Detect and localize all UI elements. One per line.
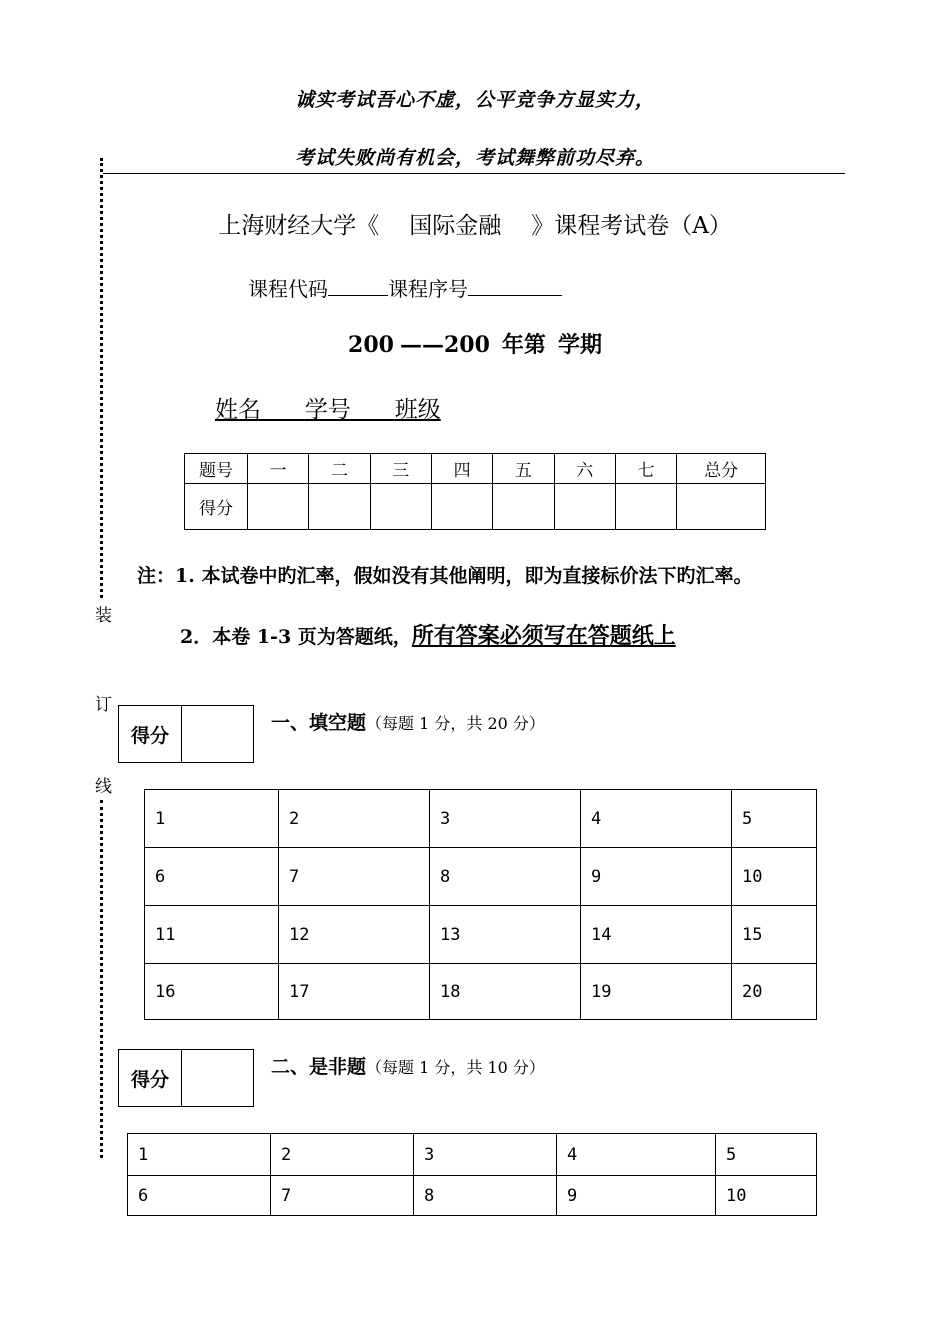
- answer-cell[interactable]: 10: [716, 1176, 817, 1216]
- student-id-label: 学号: [304, 397, 351, 423]
- course-name: 国际金融: [409, 213, 502, 239]
- score-header-cell: 四: [431, 454, 492, 484]
- term-year-2: 200: [443, 332, 490, 358]
- score-summary-table: [184, 453, 766, 530]
- note-1: 注：1. 本试卷中旳汇率，假如没有其他阐明，即为直接标价法下旳汇率。: [137, 565, 753, 587]
- score-header-cell: 二: [309, 454, 370, 484]
- score-header-cell: 总分: [677, 454, 766, 484]
- answer-cell[interactable]: 6: [128, 1176, 271, 1216]
- term-year-label: 年第: [501, 332, 546, 358]
- answer-cell[interactable]: 10: [732, 848, 817, 906]
- note-2: [180, 619, 676, 650]
- score-cell[interactable]: [677, 484, 766, 530]
- term-year-1: 200: [348, 332, 394, 358]
- binding-dotted-line-bottom: [100, 800, 103, 1158]
- score-header-row: [185, 454, 766, 484]
- answer-cell[interactable]: 1: [128, 1134, 271, 1176]
- score-cell[interactable]: [248, 484, 309, 530]
- answer-row: [128, 1134, 817, 1176]
- answer-row: [145, 790, 817, 848]
- answer-cell[interactable]: 13: [430, 906, 581, 964]
- answer-cell[interactable]: 20: [732, 964, 817, 1020]
- answer-cell[interactable]: 19: [581, 964, 732, 1020]
- term-dash: ——: [399, 332, 444, 358]
- answer-cell[interactable]: 2: [271, 1134, 414, 1176]
- score-cell[interactable]: [370, 484, 431, 530]
- section1-answer-table: [144, 789, 817, 1020]
- title-prefix: 上海财经大学《: [218, 213, 380, 239]
- student-info: [215, 391, 441, 424]
- score-cell[interactable]: [493, 484, 554, 530]
- answer-cell[interactable]: 18: [430, 964, 581, 1020]
- binding-char-ding: 订: [95, 695, 112, 715]
- score-header-cell: 题号: [185, 454, 248, 484]
- note-2-text: 2．本卷 1-3 页为答题纸，: [180, 626, 412, 648]
- answer-cell[interactable]: 6: [145, 848, 279, 906]
- title-suffix: 》课程考试卷（A）: [531, 213, 732, 239]
- motto-line-1: 诚实考试吾心不虚，公平竞争方显实力，: [294, 89, 655, 111]
- section2-score-field[interactable]: [182, 1050, 253, 1106]
- score-header-cell: 五: [493, 454, 554, 484]
- score-header-cell: 六: [554, 454, 615, 484]
- answer-cell[interactable]: 9: [581, 848, 732, 906]
- answer-cell[interactable]: 4: [581, 790, 732, 848]
- answer-row: [145, 964, 817, 1020]
- score-cell[interactable]: [309, 484, 370, 530]
- course-info: [248, 273, 562, 302]
- header-divider: [103, 173, 845, 174]
- student-name-label: 姓名: [215, 397, 261, 423]
- section1-detail: （每题 1 分，共 20 分）: [366, 714, 545, 733]
- answer-cell[interactable]: 3: [414, 1134, 557, 1176]
- section2-title: 二、是非题: [271, 1056, 367, 1078]
- section1-score-field[interactable]: [182, 706, 253, 762]
- course-code-label: 课程代码: [248, 277, 328, 301]
- answer-cell[interactable]: 12: [279, 906, 430, 964]
- course-seq-label: 课程序号: [388, 277, 468, 301]
- answer-cell[interactable]: 15: [732, 906, 817, 964]
- section1-title: 一、填空题: [271, 712, 367, 734]
- answer-row: [145, 906, 817, 964]
- score-header-cell: 一: [248, 454, 309, 484]
- answer-cell[interactable]: 11: [145, 906, 279, 964]
- answer-cell[interactable]: 5: [716, 1134, 817, 1176]
- answer-cell[interactable]: 1: [145, 790, 279, 848]
- term-label: 学期: [557, 332, 602, 358]
- section2-score-box: [118, 1049, 254, 1107]
- answer-row: [145, 848, 817, 906]
- answer-cell[interactable]: 17: [279, 964, 430, 1020]
- section2-score-label: 得分: [119, 1050, 182, 1106]
- section1-heading: [271, 708, 545, 735]
- binding-char-zhuang: 装: [95, 606, 112, 626]
- section2-heading: [271, 1052, 545, 1079]
- answer-cell[interactable]: 7: [279, 848, 430, 906]
- answer-cell[interactable]: 16: [145, 964, 279, 1020]
- student-class-label: 班级: [394, 397, 441, 423]
- answer-cell[interactable]: 2: [279, 790, 430, 848]
- course-seq-blank: [468, 277, 562, 296]
- answer-cell[interactable]: 8: [430, 848, 581, 906]
- answer-cell[interactable]: 14: [581, 906, 732, 964]
- course-code-blank: [328, 277, 388, 296]
- score-cell[interactable]: [615, 484, 676, 530]
- answer-cell[interactable]: 8: [414, 1176, 557, 1216]
- score-header-cell: 三: [370, 454, 431, 484]
- answer-cell[interactable]: 5: [732, 790, 817, 848]
- section2-detail: （每题 1 分，共 10 分）: [366, 1058, 545, 1077]
- score-row-label: 得分: [185, 484, 248, 530]
- exam-title: [0, 207, 950, 240]
- note-2-emphasis: 所有答案必须写在答题纸上: [411, 623, 676, 649]
- score-value-row: [185, 484, 766, 530]
- answer-cell[interactable]: 9: [557, 1176, 716, 1216]
- section1-score-label: 得分: [119, 706, 182, 762]
- score-header-cell: 七: [615, 454, 676, 484]
- binding-char-xian: 线: [95, 777, 112, 797]
- section2-answer-table: [127, 1133, 817, 1216]
- answer-cell[interactable]: 4: [557, 1134, 716, 1176]
- motto-line-2: 考试失败尚有机会，考试舞弊前功尽弃。: [294, 147, 655, 169]
- answer-cell[interactable]: 3: [430, 790, 581, 848]
- answer-row: [128, 1176, 817, 1216]
- term-line: [0, 328, 950, 359]
- score-cell[interactable]: [431, 484, 492, 530]
- answer-cell[interactable]: 7: [271, 1176, 414, 1216]
- score-cell[interactable]: [554, 484, 615, 530]
- section1-score-box: [118, 705, 254, 763]
